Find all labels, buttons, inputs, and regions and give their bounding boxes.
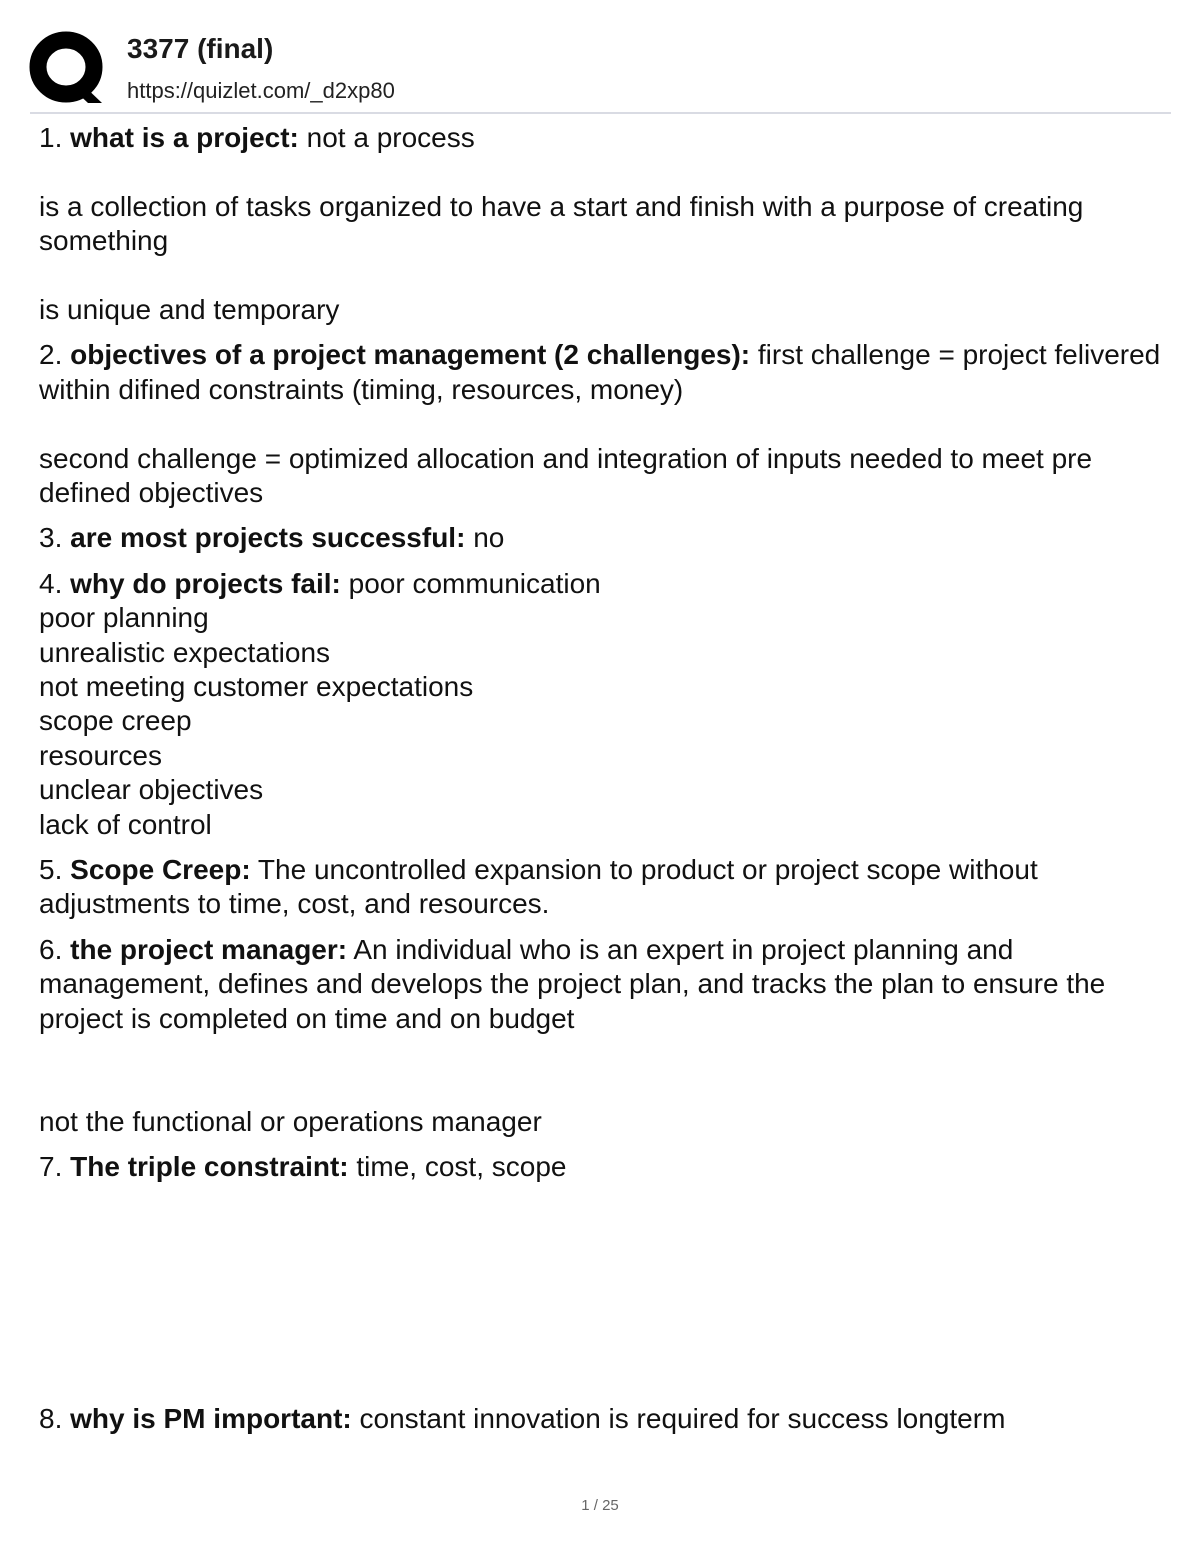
header-divider (30, 112, 1171, 114)
card-4-line: unclear objectives (39, 774, 264, 806)
quizlet-logo-icon (28, 30, 108, 106)
card-1-number: 1. (39, 122, 63, 153)
card-3-definition: no (473, 522, 505, 554)
flashcard-1 (39, 121, 1169, 327)
flashcard-list (39, 121, 1169, 1447)
spacer (39, 407, 1169, 441)
set-title: 3377 (final) (127, 33, 274, 64)
card-7-term: The triple constraint: (70, 1151, 349, 1183)
card-4-line: scope creep (39, 705, 192, 737)
card-5-term: Scope Creep: (70, 854, 251, 886)
card-6-number: 6. (39, 933, 63, 965)
card-4-number: 4. (39, 567, 63, 599)
card-6-definition: An individual who is an expert in project planning and management, defines and develops the project plan, and tracks the plan to ensure the project is completed on time and on budget (39, 933, 1114, 1034)
card-4-line: resources (39, 739, 162, 771)
card-4-first-line (39, 567, 1169, 601)
card-3-term: are most projects successful: (70, 522, 466, 554)
flashcard-7 (39, 1150, 1169, 1391)
card-7-number: 7. (39, 1151, 63, 1183)
card-5-definition: The uncontrolled expansion to product or project scope without adjustments to time, cost, and resources. (39, 854, 1046, 920)
card-5-number: 5. (39, 854, 63, 886)
flashcard-5 (39, 853, 1169, 922)
card-8-number: 8. (39, 1403, 63, 1435)
spacer (39, 1219, 1169, 1253)
spacer (39, 1036, 1169, 1070)
page-header (0, 0, 1200, 112)
card-1-first-line (39, 121, 1169, 155)
card-2-term: objectives of a project management (2 challenges): (70, 339, 751, 371)
page-number: 1 / 25 (581, 1497, 619, 1514)
flashcard-4 (39, 567, 1169, 842)
card-2-number: 2. (39, 339, 63, 371)
flashcard-2 (39, 338, 1169, 510)
set-url: https://quizlet.com/_d2xp80 (127, 78, 395, 103)
card-4-term: why do projects fail: (70, 567, 341, 599)
flashcard-8 (39, 1402, 1169, 1436)
card-2-definition: first challenge = project felivered within difined constraints (timing, resources, money) (39, 339, 1169, 405)
card-6-after-gap: not the functional or operations manager (39, 1105, 542, 1137)
card-4-line: not meeting customer expectations (39, 671, 474, 703)
card-3-first-line (39, 521, 1169, 555)
card-4-line: unrealistic expectations (39, 636, 331, 668)
card-4-line: lack of control (39, 808, 212, 840)
card-6-first-line (39, 933, 1169, 1036)
spacer (39, 1357, 1169, 1391)
card-1-block-1: is a collection of tasks organized to have a start and finish with a purpose of creating something (39, 190, 1092, 257)
spacer (39, 1253, 1169, 1287)
spacer (39, 1288, 1169, 1322)
card-3-number: 3. (39, 522, 63, 554)
card-6-term: the project manager: (70, 933, 348, 965)
card-4-definition: poor communication (348, 567, 601, 599)
card-8-definition: constant innovation is required for success longterm (359, 1403, 1006, 1435)
card-5-first-line (39, 853, 1169, 922)
card-1-block-2: is unique and temporary (39, 294, 340, 325)
card-4-line: poor planning (39, 602, 209, 634)
spacer (39, 1185, 1169, 1219)
card-7-first-line (39, 1150, 1169, 1184)
card-8-first-line (39, 1402, 1169, 1436)
card-7-definition: time, cost, scope (356, 1151, 567, 1183)
card-8-term: why is PM important: (70, 1403, 352, 1435)
spacer (39, 155, 1169, 189)
card-1-term: what is a project: (70, 122, 299, 153)
card-2-block-1: second challenge = optimized allocation and integration of inputs needed to meet pre defined objectives (39, 442, 1100, 509)
spacer (39, 259, 1169, 293)
flashcard-6 (39, 933, 1169, 1139)
card-1-definition: not a process (306, 122, 475, 153)
spacer (39, 1322, 1169, 1356)
flashcard-3 (39, 521, 1169, 555)
card-2-first-line (39, 338, 1169, 407)
spacer (39, 1071, 1169, 1105)
